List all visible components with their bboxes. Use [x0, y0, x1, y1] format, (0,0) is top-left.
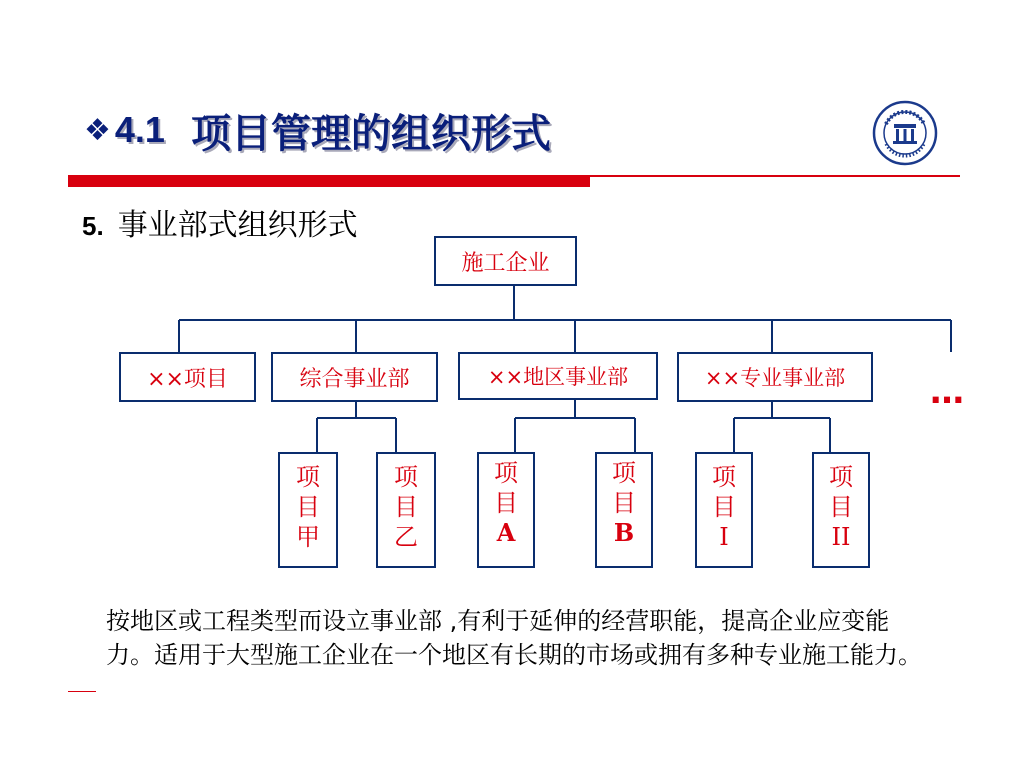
division-box-1 — [119, 352, 256, 402]
project-box — [695, 452, 753, 568]
project-char: B — [613, 518, 635, 547]
project-char: 项 — [829, 463, 853, 491]
project-char: A — [496, 518, 516, 547]
project-char: 项 — [494, 459, 518, 487]
division-label: ××专业事业部 — [704, 366, 846, 390]
project-char: II — [831, 523, 851, 551]
project-char: 目 — [612, 489, 636, 517]
subtitle-number: 5. — [82, 211, 104, 241]
project-char: 目 — [394, 493, 418, 521]
more-divisions-ellipsis: … — [930, 372, 964, 412]
project-box — [477, 452, 535, 568]
project-box — [376, 452, 436, 568]
project-char: 项 — [394, 463, 418, 491]
section-number: 4.1 — [114, 109, 165, 150]
title-text: 项目管理的组织形式 — [190, 110, 551, 157]
root-label: 施工企业 — [461, 250, 550, 276]
division-label: 综合事业部 — [299, 366, 410, 392]
division-label: ××地区事业部 — [487, 365, 629, 389]
project-char: I — [719, 523, 729, 551]
description-text: 按地区或工程类型而设立事业部 ,有利于延伸的经营职能，提高企业应变能力。适用于大型施工企业在一个地区有长期的市场或拥有多种专业施工能力。 — [106, 607, 922, 669]
project-box — [595, 452, 653, 568]
project-char: 乙 — [394, 523, 418, 551]
project-char: 项 — [712, 463, 736, 491]
footer-rule — [68, 691, 96, 692]
root-box — [434, 236, 577, 286]
project-char: 目 — [494, 489, 518, 517]
diamond-cluster-icon: ❖ — [84, 112, 111, 148]
project-char: 目 — [296, 493, 320, 521]
project-char: 目 — [829, 493, 853, 521]
division-box-3 — [458, 352, 658, 400]
subtitle-text: 事业部式组织形式 — [117, 208, 358, 243]
division-label: ××项目 — [147, 366, 228, 392]
division-box-2 — [271, 352, 438, 402]
project-char: 目 — [712, 493, 736, 521]
project-char: 甲 — [296, 523, 320, 551]
project-char: 项 — [296, 463, 320, 491]
project-box — [278, 452, 338, 568]
division-box-4 — [677, 352, 873, 402]
project-box — [812, 452, 870, 568]
project-char: 项 — [612, 459, 636, 487]
